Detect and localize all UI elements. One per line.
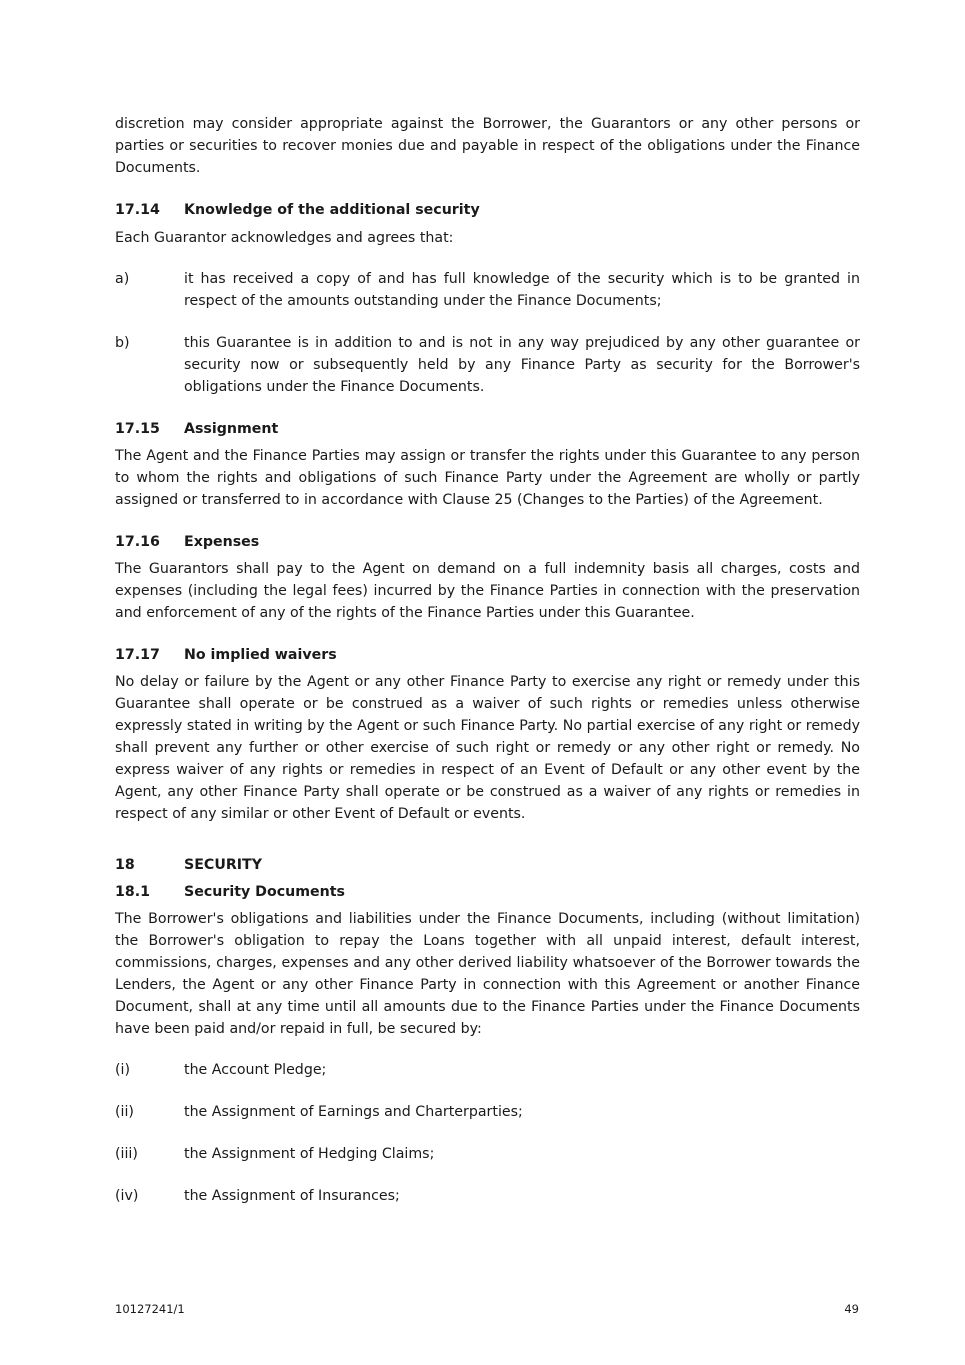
clause-number: 17.16 — [115, 534, 160, 550]
clause-17-15-body: The Agent and the Finance Parties may assign or transfer the rights under this Guarantee to any person to whom the rights and obligations of such Finance Party under the Agreement are wholly or partly assigned or transferred to in accordance with Clause 25 (Changes to the Parties) of the Agreement. — [115, 448, 860, 508]
clause-number: 17.15 — [115, 421, 160, 437]
clause-heading-17-15 — [115, 418, 860, 440]
list-marker: (ii) — [115, 1104, 134, 1120]
clause-number: 18.1 — [115, 884, 151, 900]
list-item-text: it has received a copy of and has full knowledge of the security which is to be granted in respect of the amounts outstanding under the Finance Documents; — [184, 271, 860, 309]
list-marker: a) — [115, 271, 130, 287]
list-item — [115, 1143, 860, 1165]
clause-heading-18-1 — [115, 881, 860, 903]
clause-title: Assignment — [184, 421, 279, 437]
document-page — [115, 113, 860, 1207]
clause-18-1-body: The Borrower's obligations and liabilities under the Finance Documents, including (without limitation) the Borrower's obligation to repay the Loans together with all unpaid interest, default interest, commissions, charges, expenses and any other derived liability whatsoever of the Borrower towards the Lenders, the Agent or any other Finance Party in connection with this Agreement or another Finance Document, shall at any time until all amounts due to the Finance Parties under the Finance Documents have been paid and/or repaid in full, be secured by: — [115, 911, 860, 1037]
clause-title: No implied waivers — [184, 647, 337, 663]
list-item — [115, 1185, 860, 1207]
clause-number: 17.17 — [115, 647, 160, 663]
clause-heading-17-17 — [115, 644, 860, 666]
section-number: 18 — [115, 857, 135, 873]
clause-17-14-lead: Each Guarantor acknowledges and agrees that: — [115, 230, 454, 246]
list-item — [115, 1059, 860, 1081]
list-marker: (iv) — [115, 1188, 139, 1204]
clause-title: Knowledge of the additional security — [184, 202, 480, 218]
list-item-text: the Assignment of Earnings and Charterparties; — [184, 1104, 523, 1120]
list-item-text: the Assignment of Insurances; — [184, 1188, 400, 1204]
list-item — [115, 332, 860, 398]
clause-heading-17-14 — [115, 199, 860, 221]
clause-17-16-body: The Guarantors shall pay to the Agent on demand on a full indemnity basis all charges, costs and expenses (including the legal fees) incurred by the Finance Parties in connection with the preservation and enforcement of any of the rights of the Finance Parties under this Guarantee. — [115, 561, 860, 621]
list-marker: b) — [115, 335, 130, 351]
clause-title: Security Documents — [184, 884, 345, 900]
page-number: 49 — [844, 1302, 859, 1316]
section-title: SECURITY — [184, 857, 262, 873]
document-reference: 10127241/1 — [115, 1302, 185, 1316]
section-heading-18 — [115, 854, 860, 876]
intro-paragraph: discretion may consider appropriate against the Borrower, the Guarantors or any other persons or parties or securities to recover monies due and payable in respect of the obligations under the Finance Documents. — [115, 116, 860, 176]
clause-number: 17.14 — [115, 202, 160, 218]
clause-17-17-body: No delay or failure by the Agent or any other Finance Party to exercise any right or remedy under this Guarantee shall operate or be construed as a waiver of such rights or remedies unless otherwise expressly stated in writing by the Agent or such Finance Party. No partial exercise of any right or remedy shall prevent any further or other exercise of such right or remedy or any other right or remedy. No express waiver of any rights or remedies in respect of an Event of Default or any other event by the Agent, any other Finance Party shall operate or be construed as a waiver of any rights or remedies in respect of any similar or other Event of Default or events. — [115, 674, 860, 822]
list-item-text: this Guarantee is in addition to and is not in any way prejudiced by any other guarantee or security now or subsequently held by any Finance Party as security for the Borrower's obligations under the Finance Documents. — [184, 335, 860, 395]
list-item — [115, 268, 860, 312]
list-marker: (iii) — [115, 1146, 138, 1162]
list-item-text: the Assignment of Hedging Claims; — [184, 1146, 435, 1162]
list-marker: (i) — [115, 1062, 131, 1078]
list-item — [115, 1101, 860, 1123]
list-item-text: the Account Pledge; — [184, 1062, 327, 1078]
clause-title: Expenses — [184, 534, 260, 550]
clause-heading-17-16 — [115, 531, 860, 553]
